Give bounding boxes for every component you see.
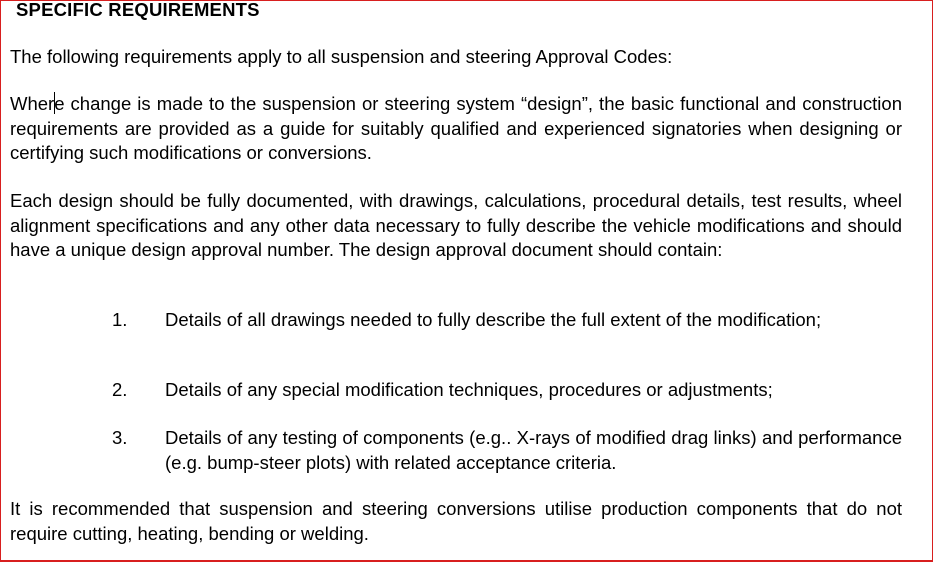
list-item-number: 2.	[112, 379, 128, 400]
list-item-number: 3.	[112, 427, 128, 448]
closing-paragraph: It is recommended that suspension and steering conversions utilise production components that do not require cutting, heating, bending or welding.	[10, 498, 902, 544]
list-item-text: Details of all drawings needed to fully describe the full extent of the modification;	[165, 309, 822, 330]
design-paragraph-rest: e change is made to the suspension or steering system “design”, the basic functional and construction requirements are provided as a guide for suitably qualified and experienced signatories when designing or certifying such modifications or conversions.	[10, 93, 902, 163]
list-item-number: 1.	[112, 309, 128, 330]
list-item-text: Details of any special modification techniques, procedures or adjustments;	[165, 379, 773, 400]
list-item-text: Details of any testing of components (e.g.. X-rays of modified drag links) and performance (e.g. bump-steer plots) with related acceptance criteria.	[165, 427, 902, 473]
intro-paragraph: The following requirements apply to all suspension and steering Approval Codes:	[10, 46, 673, 67]
design-paragraph	[10, 92, 902, 166]
documentation-paragraph: Each design should be fully documented, with drawings, calculations, procedural details, test results, wheel alignment specifications and any other data necessary to fully describe the vehicle modifications and should have a unique design approval number. The design approval document should contain:	[10, 190, 902, 260]
design-paragraph-start: Wher	[10, 93, 55, 114]
section-heading: SPECIFIC REQUIREMENTS	[16, 0, 260, 20]
